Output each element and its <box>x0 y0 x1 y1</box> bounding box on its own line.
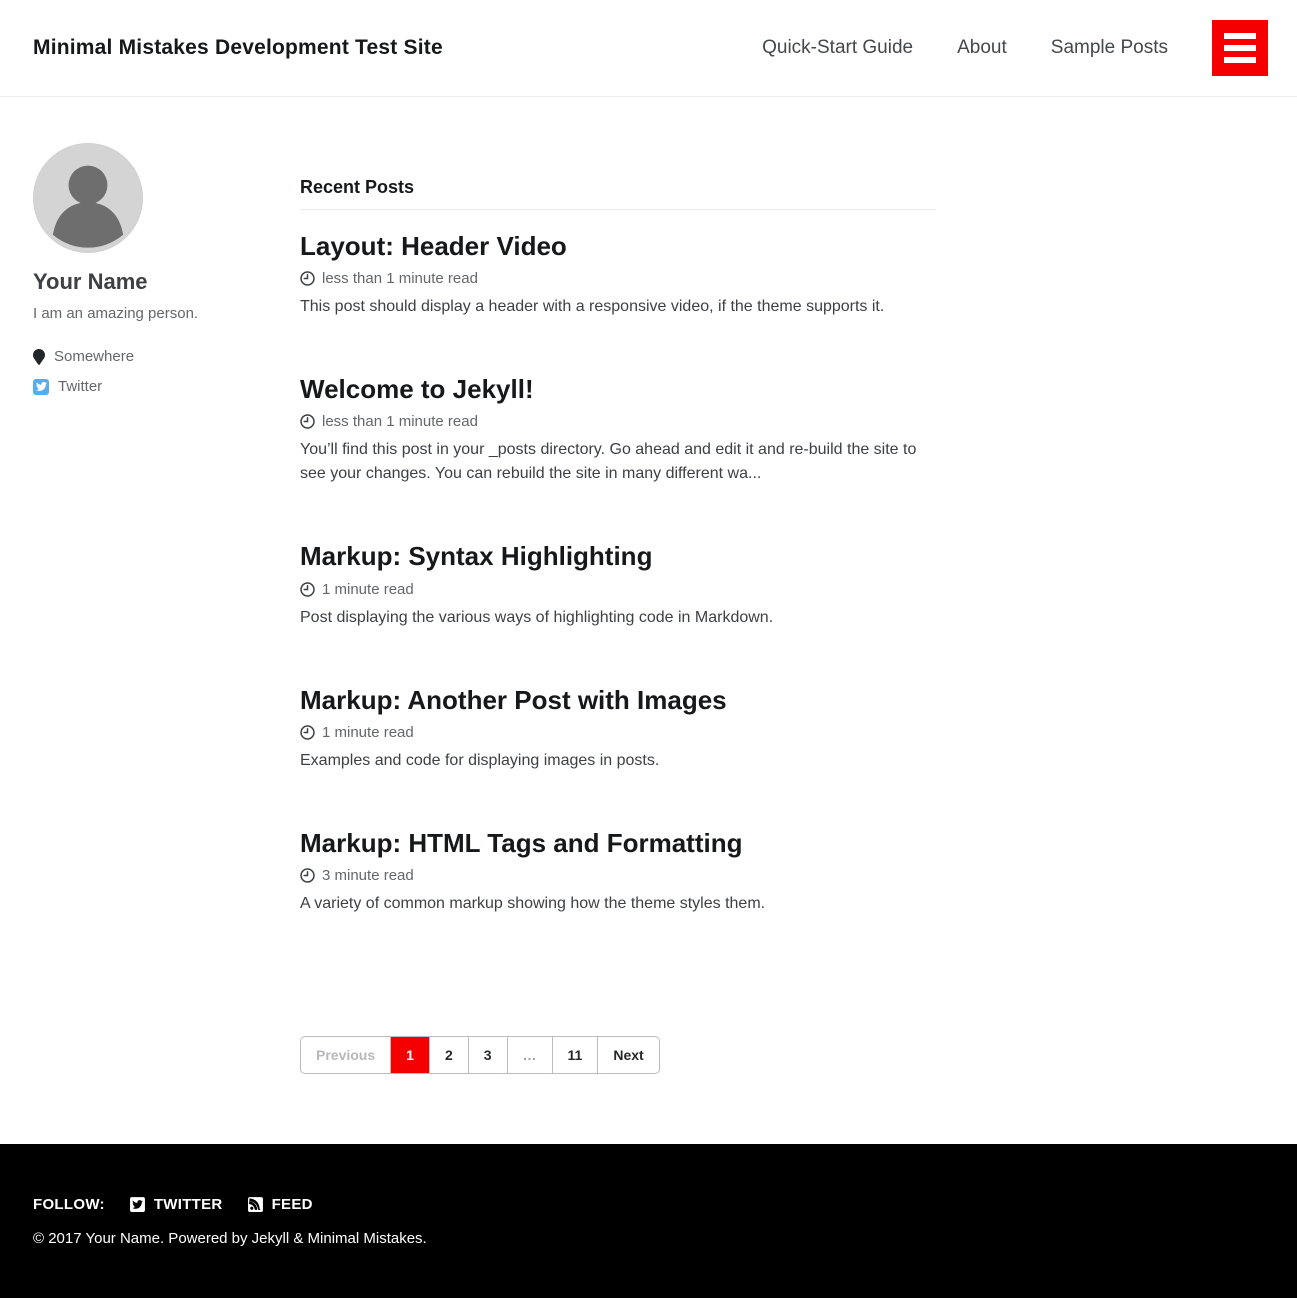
footer-feed-link[interactable] <box>247 1196 313 1213</box>
masthead <box>0 0 1297 97</box>
pagination-page-11[interactable]: 11 <box>567 1046 583 1063</box>
twitter-square-icon <box>129 1196 146 1213</box>
pagination-page-3[interactable]: 3 <box>483 1046 492 1063</box>
clock-icon <box>300 725 315 740</box>
read-time: 3 minute read <box>322 866 414 884</box>
post-item <box>300 541 935 629</box>
page-footer <box>0 1144 1297 1298</box>
person-silhouette-icon <box>34 144 142 252</box>
site-title[interactable]: Minimal Mistakes Development Test Site <box>33 36 443 59</box>
footer-feed-label: FEED <box>271 1196 313 1213</box>
footer-twitter-label: TWITTER <box>153 1196 223 1213</box>
post-item <box>300 374 935 486</box>
author-location-label: Somewhere <box>54 348 135 365</box>
nav-link-sample-posts[interactable]: Sample Posts <box>1050 37 1168 58</box>
author-location <box>33 348 300 365</box>
read-time: 1 minute read <box>322 723 414 741</box>
recent-posts-heading: Recent Posts <box>300 177 935 210</box>
pagination <box>300 1036 660 1074</box>
post-title-link[interactable]: Markup: Another Post with Images <box>300 684 727 715</box>
post-excerpt: Post displaying the various ways of highlighting code in Markdown. <box>300 608 774 626</box>
clock-icon <box>300 271 315 286</box>
post-excerpt: Examples and code for displaying images in posts. <box>300 751 660 769</box>
post-title-link[interactable]: Markup: HTML Tags and Formatting <box>300 827 743 858</box>
post-excerpt: You’ll find this post in your _posts directory. Go ahead and edit it and re-build the site to see your changes. You can rebuild the site in many different wa... <box>300 441 917 483</box>
clock-icon <box>300 582 315 597</box>
post-meta <box>300 413 935 430</box>
location-pin-icon <box>33 349 45 365</box>
post-title-link[interactable]: Welcome to Jekyll! <box>300 374 534 405</box>
nav-link-quick-start-guide[interactable]: Quick-Start Guide <box>762 37 914 58</box>
post-meta <box>300 724 935 741</box>
copyright: © 2017 Your Name. Powered by Jekyll & Minimal Mistakes. <box>33 1230 427 1247</box>
author-twitter-link[interactable] <box>33 378 300 395</box>
author-bio: I am an amazing person. <box>33 305 199 322</box>
masthead-nav <box>762 20 1268 76</box>
post-item <box>300 231 935 319</box>
post-excerpt: A variety of common markup showing how the theme styles them. <box>300 894 766 912</box>
rss-square-icon <box>247 1196 264 1213</box>
author-twitter-label: Twitter <box>58 378 103 395</box>
post-title-link[interactable]: Markup: Syntax Highlighting <box>300 541 653 572</box>
post-item <box>300 685 935 773</box>
follow-label: FOLLOW: <box>33 1196 105 1213</box>
post-meta <box>300 867 935 884</box>
avatar <box>33 143 143 253</box>
pagination-page-2[interactable]: 2 <box>444 1046 453 1063</box>
main-content <box>300 97 935 1074</box>
post-meta <box>300 581 935 598</box>
read-time: 1 minute read <box>322 580 414 598</box>
post-excerpt: This post should display a header with a responsive video, if the theme supports it. <box>300 298 885 316</box>
pagination-ellipsis: … <box>522 1046 537 1063</box>
menu-toggle-button[interactable] <box>1212 20 1268 76</box>
pagination-next[interactable]: Next <box>613 1046 644 1063</box>
author-links <box>33 348 300 395</box>
nav-link-about[interactable]: About <box>957 37 1007 58</box>
read-time: less than 1 minute read <box>322 413 478 431</box>
footer-twitter-link[interactable] <box>129 1196 223 1213</box>
post-item <box>300 828 935 916</box>
twitter-icon <box>33 379 49 395</box>
author-sidebar <box>0 97 300 408</box>
post-title-link[interactable]: Layout: Header Video <box>300 231 567 261</box>
hamburger-icon <box>1224 33 1256 39</box>
pagination-page-1[interactable]: 1 <box>391 1037 429 1073</box>
clock-icon <box>300 414 315 429</box>
pagination-previous: Previous <box>316 1046 376 1063</box>
post-meta <box>300 270 935 287</box>
content-wrap <box>0 97 1297 1074</box>
footer-follow-row <box>33 1196 1264 1213</box>
clock-icon <box>300 868 315 883</box>
author-name: Your Name <box>33 269 148 294</box>
read-time: less than 1 minute read <box>322 270 478 288</box>
